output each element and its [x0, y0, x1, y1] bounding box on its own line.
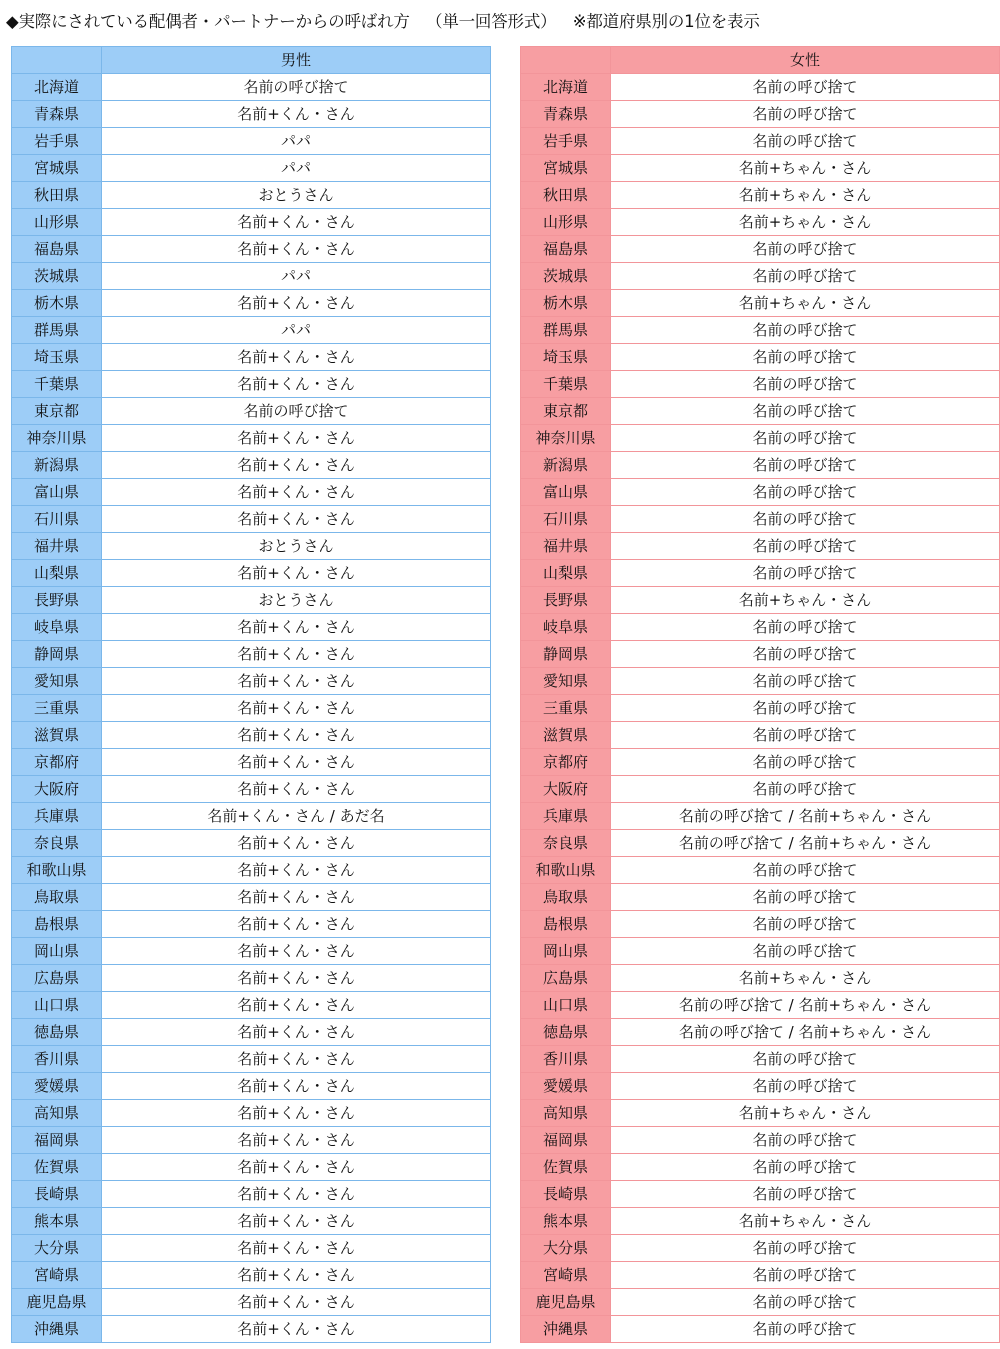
female-prefecture-cell: 鳥取県 — [521, 884, 611, 911]
male-table-row — [12, 1100, 491, 1127]
male-table-row — [12, 236, 491, 263]
male-value-cell: 名前+くん・さん — [102, 560, 491, 587]
male-table-row — [12, 263, 491, 290]
female-table-row — [521, 1316, 1000, 1343]
female-prefecture-cell: 茨城県 — [521, 263, 611, 290]
female-prefecture-cell: 山形県 — [521, 209, 611, 236]
female-header-blank — [521, 47, 611, 74]
female-value-cell: 名前の呼び捨て — [611, 128, 1000, 155]
female-prefecture-cell: 高知県 — [521, 1100, 611, 1127]
male-value-cell: 名前+くん・さん — [102, 1208, 491, 1235]
female-prefecture-cell: 長野県 — [521, 587, 611, 614]
female-table-body — [521, 74, 1000, 1343]
male-value-cell: 名前+くん・さん — [102, 1046, 491, 1073]
female-prefecture-cell: 富山県 — [521, 479, 611, 506]
male-value-cell: 名前+くん・さん — [102, 614, 491, 641]
male-prefecture-cell: 神奈川県 — [12, 425, 102, 452]
female-table-row — [521, 641, 1000, 668]
male-table-row — [12, 533, 491, 560]
male-prefecture-cell: 岡山県 — [12, 938, 102, 965]
female-prefecture-cell: 神奈川県 — [521, 425, 611, 452]
female-value-cell: 名前の呼び捨て — [611, 1235, 1000, 1262]
female-value-cell: 名前の呼び捨て — [611, 533, 1000, 560]
female-value-cell: 名前の呼び捨て — [611, 425, 1000, 452]
male-table-row — [12, 344, 491, 371]
male-table-row — [12, 938, 491, 965]
male-table-row — [12, 209, 491, 236]
male-prefecture-cell: 香川県 — [12, 1046, 102, 1073]
page-title — [6, 8, 996, 36]
female-value-cell: 名前+ちゃん・さん — [611, 209, 1000, 236]
male-value-cell: 名前+くん・さん / あだ名 — [102, 803, 491, 830]
male-value-cell: 名前+くん・さん — [102, 668, 491, 695]
male-prefecture-cell: 岐阜県 — [12, 614, 102, 641]
male-table-row — [12, 398, 491, 425]
male-table-row — [12, 1235, 491, 1262]
male-table-row — [12, 992, 491, 1019]
male-prefecture-cell: 宮城県 — [12, 155, 102, 182]
male-prefecture-cell: 栃木県 — [12, 290, 102, 317]
female-prefecture-cell: 香川県 — [521, 1046, 611, 1073]
female-table-row — [521, 1073, 1000, 1100]
male-value-cell: 名前の呼び捨て — [102, 74, 491, 101]
female-value-cell: 名前の呼び捨て — [611, 317, 1000, 344]
male-prefecture-cell: 秋田県 — [12, 182, 102, 209]
female-table-row — [521, 587, 1000, 614]
female-prefecture-cell: 大阪府 — [521, 776, 611, 803]
male-prefecture-cell: 鳥取県 — [12, 884, 102, 911]
male-prefecture-cell: 北海道 — [12, 74, 102, 101]
male-value-cell: 名前+くん・さん — [102, 1019, 491, 1046]
female-table-row — [521, 155, 1000, 182]
male-prefecture-cell: 島根県 — [12, 911, 102, 938]
male-prefecture-cell: 徳島県 — [12, 1019, 102, 1046]
female-prefecture-cell: 福井県 — [521, 533, 611, 560]
male-value-cell: 名前+くん・さん — [102, 1262, 491, 1289]
male-prefecture-cell: 山梨県 — [12, 560, 102, 587]
female-value-cell: 名前の呼び捨て — [611, 884, 1000, 911]
male-value-cell: 名前+くん・さん — [102, 776, 491, 803]
male-value-cell: 名前+くん・さん — [102, 1181, 491, 1208]
male-table-row — [12, 749, 491, 776]
female-prefecture-cell: 静岡県 — [521, 641, 611, 668]
female-table-row — [521, 938, 1000, 965]
male-value-cell: 名前+くん・さん — [102, 641, 491, 668]
male-prefecture-cell: 福岡県 — [12, 1127, 102, 1154]
female-value-cell: 名前の呼び捨て — [611, 695, 1000, 722]
male-table-row — [12, 668, 491, 695]
male-table-row — [12, 1316, 491, 1343]
female-prefecture-cell: 京都府 — [521, 749, 611, 776]
male-value-cell: 名前+くん・さん — [102, 1235, 491, 1262]
male-prefecture-cell: 熊本県 — [12, 1208, 102, 1235]
male-prefecture-cell: 奈良県 — [12, 830, 102, 857]
male-prefecture-cell: 広島県 — [12, 965, 102, 992]
male-prefecture-cell: 富山県 — [12, 479, 102, 506]
female-table-row — [521, 398, 1000, 425]
male-value-cell: 名前+くん・さん — [102, 1073, 491, 1100]
male-prefecture-cell: 新潟県 — [12, 452, 102, 479]
male-table-row — [12, 1181, 491, 1208]
female-table — [520, 46, 1000, 1343]
female-value-cell: 名前の呼び捨て — [611, 641, 1000, 668]
female-prefecture-cell: 東京都 — [521, 398, 611, 425]
male-value-cell: 名前+くん・さん — [102, 506, 491, 533]
male-table-row — [12, 128, 491, 155]
female-table-row — [521, 830, 1000, 857]
female-table-row — [521, 1181, 1000, 1208]
female-prefecture-cell: 沖縄県 — [521, 1316, 611, 1343]
male-table-row — [12, 884, 491, 911]
female-table-row — [521, 101, 1000, 128]
male-value-cell: 名前+くん・さん — [102, 425, 491, 452]
female-table-row — [521, 749, 1000, 776]
female-value-cell: 名前の呼び捨て — [611, 1181, 1000, 1208]
male-value-cell: おとうさん — [102, 182, 491, 209]
female-prefecture-cell: 大分県 — [521, 1235, 611, 1262]
male-table-row — [12, 1046, 491, 1073]
male-value-cell: 名前+くん・さん — [102, 992, 491, 1019]
female-table-row — [521, 1127, 1000, 1154]
male-value-cell: 名前+くん・さん — [102, 938, 491, 965]
female-prefecture-cell: 長崎県 — [521, 1181, 611, 1208]
male-table-row — [12, 641, 491, 668]
female-value-cell: 名前の呼び捨て — [611, 668, 1000, 695]
male-value-cell: 名前+くん・さん — [102, 1289, 491, 1316]
male-value-cell: 名前+くん・さん — [102, 1316, 491, 1343]
male-value-cell: 名前+くん・さん — [102, 1154, 491, 1181]
female-value-cell: 名前の呼び捨て — [611, 1127, 1000, 1154]
male-prefecture-cell: 大阪府 — [12, 776, 102, 803]
female-value-cell: 名前の呼び捨て — [611, 1262, 1000, 1289]
male-table-row — [12, 776, 491, 803]
female-table-row — [521, 1019, 1000, 1046]
female-value-cell: 名前の呼び捨て — [611, 614, 1000, 641]
male-value-cell: 名前+くん・さん — [102, 830, 491, 857]
male-table-body — [12, 74, 491, 1343]
male-prefecture-cell: 石川県 — [12, 506, 102, 533]
female-value-cell: 名前+ちゃん・さん — [611, 155, 1000, 182]
male-value-cell: 名前+くん・さん — [102, 209, 491, 236]
female-value-cell: 名前+ちゃん・さん — [611, 587, 1000, 614]
female-table-row — [521, 182, 1000, 209]
male-table-row — [12, 425, 491, 452]
female-table-row — [521, 371, 1000, 398]
female-table-row — [521, 506, 1000, 533]
female-prefecture-cell: 福岡県 — [521, 1127, 611, 1154]
female-table-row — [521, 533, 1000, 560]
male-value-cell: 名前+くん・さん — [102, 884, 491, 911]
female-table-row — [521, 1289, 1000, 1316]
male-prefecture-cell: 東京都 — [12, 398, 102, 425]
female-value-cell: 名前の呼び捨て — [611, 1073, 1000, 1100]
male-value-cell: パパ — [102, 155, 491, 182]
male-table-row — [12, 1289, 491, 1316]
male-prefecture-cell: 千葉県 — [12, 371, 102, 398]
male-table-row — [12, 722, 491, 749]
male-value-cell: 名前+くん・さん — [102, 695, 491, 722]
female-prefecture-cell: 石川県 — [521, 506, 611, 533]
male-table-row — [12, 1073, 491, 1100]
female-prefecture-cell: 徳島県 — [521, 1019, 611, 1046]
male-value-cell: 名前+くん・さん — [102, 722, 491, 749]
title-format: （単一回答形式） — [426, 12, 557, 31]
male-table-row — [12, 803, 491, 830]
male-value-cell: おとうさん — [102, 587, 491, 614]
male-header-blank — [12, 47, 102, 74]
male-prefecture-cell: 鹿児島県 — [12, 1289, 102, 1316]
male-table-row — [12, 560, 491, 587]
female-table-row — [521, 857, 1000, 884]
male-prefecture-cell: 静岡県 — [12, 641, 102, 668]
male-prefecture-cell: 愛知県 — [12, 668, 102, 695]
male-prefecture-cell: 岩手県 — [12, 128, 102, 155]
male-table-row — [12, 371, 491, 398]
female-table-row — [521, 479, 1000, 506]
female-prefecture-cell: 山梨県 — [521, 560, 611, 587]
female-table-row — [521, 74, 1000, 101]
female-prefecture-cell: 岐阜県 — [521, 614, 611, 641]
female-table-row — [521, 803, 1000, 830]
male-table-row — [12, 911, 491, 938]
male-prefecture-cell: 青森県 — [12, 101, 102, 128]
female-table-row — [521, 776, 1000, 803]
female-table-row — [521, 344, 1000, 371]
female-prefecture-cell: 新潟県 — [521, 452, 611, 479]
female-prefecture-cell: 青森県 — [521, 101, 611, 128]
female-prefecture-cell: 広島県 — [521, 965, 611, 992]
male-prefecture-cell: 沖縄県 — [12, 1316, 102, 1343]
male-table-row — [12, 74, 491, 101]
male-prefecture-cell: 京都府 — [12, 749, 102, 776]
female-prefecture-cell: 北海道 — [521, 74, 611, 101]
female-value-cell: 名前の呼び捨て — [611, 560, 1000, 587]
male-prefecture-cell: 福井県 — [12, 533, 102, 560]
female-table-row — [521, 911, 1000, 938]
male-value-cell: 名前+くん・さん — [102, 371, 491, 398]
female-table-row — [521, 1208, 1000, 1235]
female-value-cell: 名前の呼び捨て — [611, 722, 1000, 749]
male-table-row — [12, 1208, 491, 1235]
female-table-row — [521, 425, 1000, 452]
female-table-row — [521, 290, 1000, 317]
male-table-row — [12, 587, 491, 614]
male-table-row — [12, 101, 491, 128]
male-table-row — [12, 1154, 491, 1181]
male-prefecture-cell: 長野県 — [12, 587, 102, 614]
female-prefecture-cell: 島根県 — [521, 911, 611, 938]
female-table-row — [521, 1046, 1000, 1073]
male-table-row — [12, 290, 491, 317]
female-prefecture-cell: 佐賀県 — [521, 1154, 611, 1181]
male-table-row — [12, 830, 491, 857]
female-value-cell: 名前の呼び捨て — [611, 1046, 1000, 1073]
female-prefecture-cell: 兵庫県 — [521, 803, 611, 830]
female-value-cell: 名前の呼び捨て — [611, 938, 1000, 965]
female-prefecture-cell: 熊本県 — [521, 1208, 611, 1235]
male-table-row — [12, 695, 491, 722]
male-prefecture-cell: 長崎県 — [12, 1181, 102, 1208]
female-table-row — [521, 992, 1000, 1019]
title-note: ※都道府県別の1位を表示 — [572, 12, 760, 31]
male-value-cell: パパ — [102, 128, 491, 155]
male-value-cell: 名前+くん・さん — [102, 101, 491, 128]
male-prefecture-cell: 三重県 — [12, 695, 102, 722]
female-value-cell: 名前の呼び捨て — [611, 452, 1000, 479]
male-value-cell: 名前+くん・さん — [102, 749, 491, 776]
female-table-row — [521, 263, 1000, 290]
female-prefecture-cell: 群馬県 — [521, 317, 611, 344]
male-prefecture-cell: 山口県 — [12, 992, 102, 1019]
male-header: 男性 — [102, 47, 491, 74]
male-prefecture-cell: 兵庫県 — [12, 803, 102, 830]
female-table-row — [521, 1235, 1000, 1262]
female-prefecture-cell: 鹿児島県 — [521, 1289, 611, 1316]
female-value-cell: 名前+ちゃん・さん — [611, 1208, 1000, 1235]
male-prefecture-cell: 群馬県 — [12, 317, 102, 344]
male-table-row — [12, 1019, 491, 1046]
female-prefecture-cell: 福島県 — [521, 236, 611, 263]
female-prefecture-cell: 岩手県 — [521, 128, 611, 155]
female-table-row — [521, 560, 1000, 587]
female-value-cell: 名前+ちゃん・さん — [611, 290, 1000, 317]
female-prefecture-cell: 滋賀県 — [521, 722, 611, 749]
male-value-cell: 名前+くん・さん — [102, 911, 491, 938]
male-table-row — [12, 857, 491, 884]
male-prefecture-cell: 佐賀県 — [12, 1154, 102, 1181]
male-table-row — [12, 1262, 491, 1289]
male-prefecture-cell: 宮崎県 — [12, 1262, 102, 1289]
male-table-row — [12, 1127, 491, 1154]
female-table-row — [521, 614, 1000, 641]
male-value-cell: 名前+くん・さん — [102, 965, 491, 992]
female-value-cell: 名前の呼び捨て — [611, 479, 1000, 506]
male-value-cell: 名前+くん・さん — [102, 290, 491, 317]
female-value-cell: 名前の呼び捨て — [611, 1154, 1000, 1181]
female-header: 女性 — [611, 47, 1000, 74]
male-prefecture-cell: 和歌山県 — [12, 857, 102, 884]
female-prefecture-cell: 栃木県 — [521, 290, 611, 317]
female-value-cell: 名前の呼び捨て — [611, 263, 1000, 290]
male-table-row — [12, 614, 491, 641]
female-value-cell: 名前+ちゃん・さん — [611, 1100, 1000, 1127]
female-table-row — [521, 1154, 1000, 1181]
female-value-cell: 名前の呼び捨て — [611, 911, 1000, 938]
male-prefecture-cell: 滋賀県 — [12, 722, 102, 749]
female-prefecture-cell: 岡山県 — [521, 938, 611, 965]
male-value-cell: 名前+くん・さん — [102, 1100, 491, 1127]
female-prefecture-cell: 愛媛県 — [521, 1073, 611, 1100]
female-value-cell: 名前の呼び捨て / 名前+ちゃん・さん — [611, 830, 1000, 857]
female-header-row — [521, 47, 1000, 74]
female-value-cell: 名前の呼び捨て — [611, 749, 1000, 776]
female-value-cell: 名前+ちゃん・さん — [611, 965, 1000, 992]
female-table-row — [521, 236, 1000, 263]
female-prefecture-cell: 三重県 — [521, 695, 611, 722]
female-value-cell: 名前の呼び捨て — [611, 344, 1000, 371]
male-table-row — [12, 452, 491, 479]
male-value-cell: 名前+くん・さん — [102, 479, 491, 506]
female-value-cell: 名前の呼び捨て — [611, 506, 1000, 533]
male-value-cell: パパ — [102, 317, 491, 344]
male-table-row — [12, 155, 491, 182]
female-value-cell: 名前の呼び捨て / 名前+ちゃん・さん — [611, 1019, 1000, 1046]
male-table-row — [12, 317, 491, 344]
female-value-cell: 名前の呼び捨て — [611, 101, 1000, 128]
female-table-row — [521, 722, 1000, 749]
female-prefecture-cell: 山口県 — [521, 992, 611, 1019]
female-table-row — [521, 128, 1000, 155]
male-header-row — [12, 47, 491, 74]
male-value-cell: 名前+くん・さん — [102, 857, 491, 884]
female-table-row — [521, 965, 1000, 992]
female-prefecture-cell: 奈良県 — [521, 830, 611, 857]
female-prefecture-cell: 宮城県 — [521, 155, 611, 182]
male-prefecture-cell: 愛媛県 — [12, 1073, 102, 1100]
female-value-cell: 名前の呼び捨て — [611, 1316, 1000, 1343]
male-table-row — [12, 479, 491, 506]
male-prefecture-cell: 高知県 — [12, 1100, 102, 1127]
male-prefecture-cell: 福島県 — [12, 236, 102, 263]
male-table-row — [12, 182, 491, 209]
female-value-cell: 名前の呼び捨て — [611, 74, 1000, 101]
male-value-cell: おとうさん — [102, 533, 491, 560]
male-value-cell: 名前+くん・さん — [102, 1127, 491, 1154]
female-prefecture-cell: 和歌山県 — [521, 857, 611, 884]
female-value-cell: 名前の呼び捨て — [611, 371, 1000, 398]
male-prefecture-cell: 埼玉県 — [12, 344, 102, 371]
female-value-cell: 名前+ちゃん・さん — [611, 182, 1000, 209]
female-value-cell: 名前の呼び捨て — [611, 776, 1000, 803]
male-table — [11, 46, 491, 1343]
male-prefecture-cell: 大分県 — [12, 1235, 102, 1262]
male-table-row — [12, 506, 491, 533]
female-table-row — [521, 1262, 1000, 1289]
male-value-cell: 名前の呼び捨て — [102, 398, 491, 425]
female-table-row — [521, 884, 1000, 911]
female-table-row — [521, 317, 1000, 344]
male-prefecture-cell: 茨城県 — [12, 263, 102, 290]
female-prefecture-cell: 千葉県 — [521, 371, 611, 398]
female-table-row — [521, 209, 1000, 236]
female-table-row — [521, 668, 1000, 695]
female-table-row — [521, 1100, 1000, 1127]
female-table-row — [521, 695, 1000, 722]
male-table-row — [12, 965, 491, 992]
female-value-cell: 名前の呼び捨て — [611, 857, 1000, 884]
female-value-cell: 名前の呼び捨て / 名前+ちゃん・さん — [611, 803, 1000, 830]
male-prefecture-cell: 山形県 — [12, 209, 102, 236]
female-value-cell: 名前の呼び捨て — [611, 1289, 1000, 1316]
title-main: ◆実際にされている配偶者・パートナーからの呼ばれ方 — [6, 12, 410, 31]
female-table-row — [521, 452, 1000, 479]
female-value-cell: 名前の呼び捨て / 名前+ちゃん・さん — [611, 992, 1000, 1019]
male-value-cell: 名前+くん・さん — [102, 344, 491, 371]
female-prefecture-cell: 愛知県 — [521, 668, 611, 695]
male-value-cell: 名前+くん・さん — [102, 236, 491, 263]
female-prefecture-cell: 宮崎県 — [521, 1262, 611, 1289]
female-value-cell: 名前の呼び捨て — [611, 398, 1000, 425]
male-value-cell: パパ — [102, 263, 491, 290]
female-prefecture-cell: 秋田県 — [521, 182, 611, 209]
female-prefecture-cell: 埼玉県 — [521, 344, 611, 371]
female-value-cell: 名前の呼び捨て — [611, 236, 1000, 263]
male-value-cell: 名前+くん・さん — [102, 452, 491, 479]
